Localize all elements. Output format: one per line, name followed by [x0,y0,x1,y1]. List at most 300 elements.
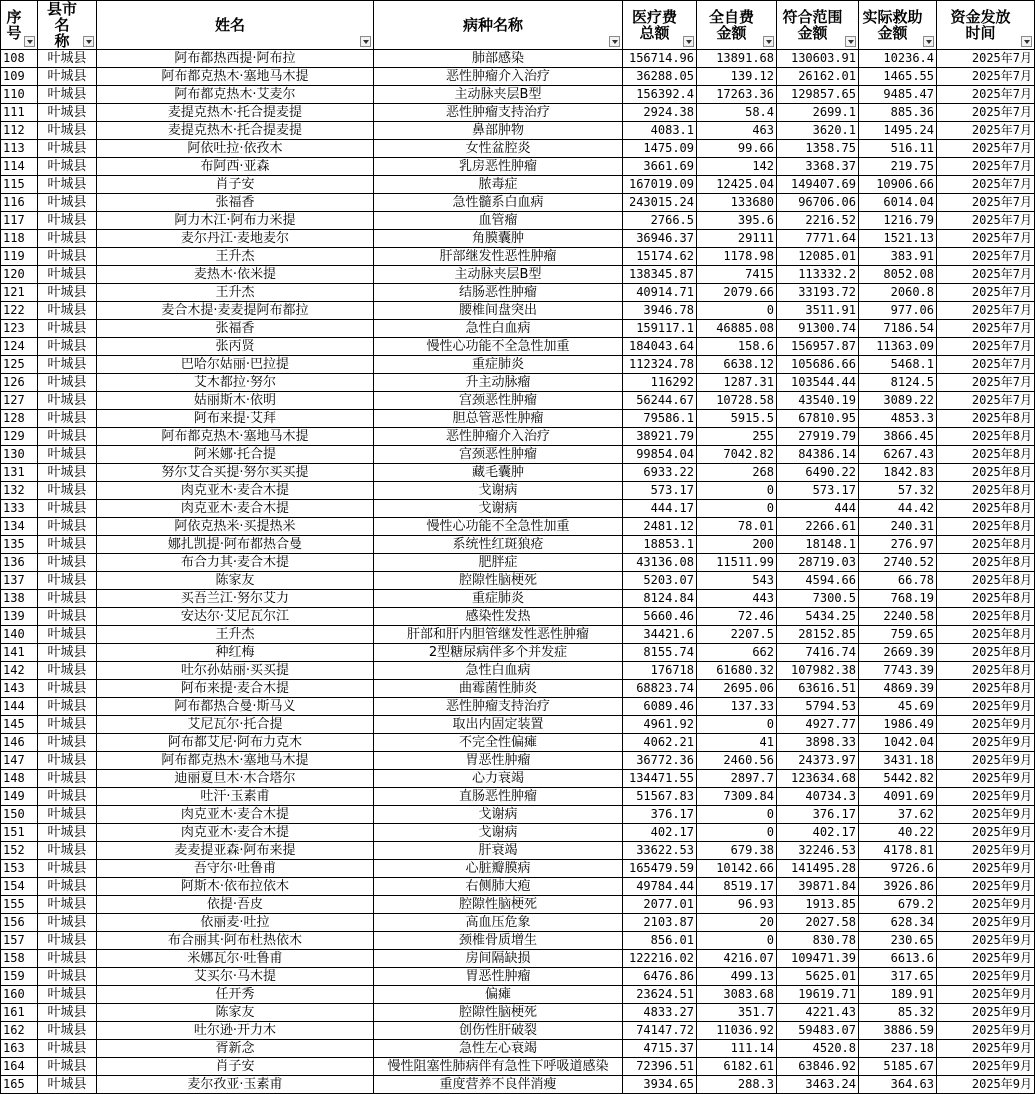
cell-eligible-amount[interactable]: 32246.53 [777,842,859,860]
cell-eligible-amount[interactable]: 444 [777,500,859,518]
cell-total-cost[interactable]: 122216.02 [623,950,697,968]
cell-seq[interactable]: 116 [1,194,38,212]
cell-name[interactable]: 努尔艾合买提·努尔买买提 [97,464,374,482]
cell-eligible-amount[interactable]: 123634.68 [777,770,859,788]
cell-seq[interactable]: 136 [1,554,38,572]
cell-county[interactable]: 叶城县 [38,338,97,356]
cell-relief-amount[interactable]: 3431.18 [859,752,937,770]
cell-total-cost[interactable]: 49784.44 [623,878,697,896]
cell-disease[interactable]: 急性左心衰竭 [374,1040,623,1058]
cell-total-cost[interactable]: 2103.87 [623,914,697,932]
cell-seq[interactable]: 111 [1,104,38,122]
cell-total-cost[interactable]: 51567.83 [623,788,697,806]
cell-relief-amount[interactable]: 3886.59 [859,1022,937,1040]
filter-dropdown-icon[interactable] [1021,36,1032,47]
cell-disease[interactable]: 戈谢病 [374,482,623,500]
cell-name[interactable]: 吾守尔·吐鲁甫 [97,860,374,878]
cell-county[interactable]: 叶城县 [38,1022,97,1040]
cell-disease[interactable]: 主动脉夹层B型 [374,86,623,104]
cell-total-cost[interactable]: 43136.08 [623,554,697,572]
cell-total-cost[interactable]: 6089.46 [623,698,697,716]
cell-disease[interactable]: 右侧肺大疱 [374,878,623,896]
cell-county[interactable]: 叶城县 [38,662,97,680]
cell-eligible-amount[interactable]: 33193.72 [777,284,859,302]
cell-name[interactable]: 张福香 [97,194,374,212]
cell-self-paid[interactable]: 11511.99 [697,554,777,572]
cell-payout-time[interactable]: 2025年7月 [937,392,1035,410]
cell-self-paid[interactable]: 6638.12 [697,356,777,374]
cell-eligible-amount[interactable]: 63616.51 [777,680,859,698]
cell-self-paid[interactable]: 499.13 [697,968,777,986]
cell-disease[interactable]: 2型糖尿病伴多个并发症 [374,644,623,662]
cell-self-paid[interactable]: 6182.61 [697,1058,777,1076]
cell-relief-amount[interactable]: 240.31 [859,518,937,536]
cell-self-paid[interactable]: 351.7 [697,1004,777,1022]
cell-county[interactable]: 叶城县 [38,104,97,122]
cell-name[interactable]: 吐汗·玉素甫 [97,788,374,806]
cell-payout-time[interactable]: 2025年9月 [937,788,1035,806]
cell-payout-time[interactable]: 2025年7月 [937,374,1035,392]
cell-relief-amount[interactable]: 516.11 [859,140,937,158]
cell-name[interactable]: 娜扎凯提·阿布都热合曼 [97,536,374,554]
cell-seq[interactable]: 139 [1,608,38,626]
cell-relief-amount[interactable]: 759.65 [859,626,937,644]
cell-payout-time[interactable]: 2025年7月 [937,356,1035,374]
cell-self-paid[interactable]: 41 [697,734,777,752]
cell-eligible-amount[interactable]: 4927.77 [777,716,859,734]
cell-eligible-amount[interactable]: 3463.24 [777,1076,859,1094]
cell-disease[interactable]: 系统性红斑狼疮 [374,536,623,554]
cell-payout-time[interactable]: 2025年8月 [937,626,1035,644]
cell-eligible-amount[interactable]: 1358.75 [777,140,859,158]
cell-self-paid[interactable]: 1287.31 [697,374,777,392]
cell-name[interactable]: 姑丽斯木·依明 [97,392,374,410]
cell-county[interactable]: 叶城县 [38,86,97,104]
cell-relief-amount[interactable]: 37.62 [859,806,937,824]
cell-name[interactable]: 肉克亚木·麦合木提 [97,824,374,842]
cell-disease[interactable]: 重症肺炎 [374,590,623,608]
cell-total-cost[interactable]: 3661.69 [623,158,697,176]
cell-self-paid[interactable]: 0 [697,302,777,320]
cell-disease[interactable]: 胃恶性肿瘤 [374,752,623,770]
cell-seq[interactable]: 155 [1,896,38,914]
cell-county[interactable]: 叶城县 [38,410,97,428]
cell-eligible-amount[interactable]: 129857.65 [777,86,859,104]
cell-seq[interactable]: 132 [1,482,38,500]
cell-eligible-amount[interactable]: 3368.37 [777,158,859,176]
cell-self-paid[interactable]: 5915.5 [697,410,777,428]
cell-relief-amount[interactable]: 5468.1 [859,356,937,374]
cell-relief-amount[interactable]: 6613.6 [859,950,937,968]
cell-payout-time[interactable]: 2025年7月 [937,266,1035,284]
cell-eligible-amount[interactable]: 2216.52 [777,212,859,230]
cell-total-cost[interactable]: 23624.51 [623,986,697,1004]
cell-county[interactable]: 叶城县 [38,140,97,158]
cell-payout-time[interactable]: 2025年7月 [937,122,1035,140]
cell-county[interactable]: 叶城县 [38,770,97,788]
cell-county[interactable]: 叶城县 [38,230,97,248]
cell-name[interactable]: 阿布来提·艾拜 [97,410,374,428]
cell-total-cost[interactable]: 2924.38 [623,104,697,122]
filter-dropdown-icon[interactable] [83,36,94,47]
cell-self-paid[interactable]: 11036.92 [697,1022,777,1040]
cell-name[interactable]: 麦提克热木·托合提麦提 [97,122,374,140]
cell-county[interactable]: 叶城县 [38,824,97,842]
cell-seq[interactable]: 147 [1,752,38,770]
cell-relief-amount[interactable]: 3089.22 [859,392,937,410]
cell-total-cost[interactable]: 33622.53 [623,842,697,860]
cell-relief-amount[interactable]: 45.69 [859,698,937,716]
cell-seq[interactable]: 151 [1,824,38,842]
cell-eligible-amount[interactable]: 5794.53 [777,698,859,716]
cell-eligible-amount[interactable]: 84386.14 [777,446,859,464]
cell-payout-time[interactable]: 2025年9月 [937,824,1035,842]
cell-name[interactable]: 阿布都热合曼·斯马义 [97,698,374,716]
cell-name[interactable]: 王升杰 [97,248,374,266]
cell-self-paid[interactable]: 2897.7 [697,770,777,788]
cell-eligible-amount[interactable]: 43540.19 [777,392,859,410]
cell-disease[interactable]: 角膜囊肿 [374,230,623,248]
cell-disease[interactable]: 心脏瓣膜病 [374,860,623,878]
cell-eligible-amount[interactable]: 5434.25 [777,608,859,626]
cell-county[interactable]: 叶城县 [38,626,97,644]
cell-disease[interactable]: 结肠恶性肿瘤 [374,284,623,302]
cell-county[interactable]: 叶城县 [38,680,97,698]
cell-name[interactable]: 麦合木提·麦麦提阿布都拉 [97,302,374,320]
cell-relief-amount[interactable]: 1465.55 [859,68,937,86]
cell-total-cost[interactable]: 159117.1 [623,320,697,338]
cell-name[interactable]: 阿布来提·麦合木提 [97,680,374,698]
cell-total-cost[interactable]: 5203.07 [623,572,697,590]
cell-eligible-amount[interactable]: 91300.74 [777,320,859,338]
cell-seq[interactable]: 149 [1,788,38,806]
cell-disease[interactable]: 恶性肿瘤支持治疗 [374,104,623,122]
cell-eligible-amount[interactable]: 12085.01 [777,248,859,266]
cell-seq[interactable]: 125 [1,356,38,374]
cell-name[interactable]: 陈家友 [97,1004,374,1022]
cell-eligible-amount[interactable]: 39871.84 [777,878,859,896]
cell-eligible-amount[interactable]: 105686.66 [777,356,859,374]
cell-self-paid[interactable]: 96.93 [697,896,777,914]
cell-self-paid[interactable]: 0 [697,482,777,500]
cell-disease[interactable]: 直肠恶性肿瘤 [374,788,623,806]
cell-payout-time[interactable]: 2025年7月 [937,158,1035,176]
cell-self-paid[interactable]: 2079.66 [697,284,777,302]
cell-seq[interactable]: 118 [1,230,38,248]
cell-name[interactable]: 阿斯木·依布拉依木 [97,878,374,896]
cell-seq[interactable]: 145 [1,716,38,734]
cell-seq[interactable]: 110 [1,86,38,104]
cell-seq[interactable]: 133 [1,500,38,518]
cell-total-cost[interactable]: 444.17 [623,500,697,518]
cell-disease[interactable]: 胃恶性肿瘤 [374,968,623,986]
cell-payout-time[interactable]: 2025年8月 [937,554,1035,572]
cell-name[interactable]: 迪丽夏旦木·木合塔尔 [97,770,374,788]
cell-eligible-amount[interactable]: 3620.1 [777,122,859,140]
cell-relief-amount[interactable]: 5442.82 [859,770,937,788]
cell-seq[interactable]: 163 [1,1040,38,1058]
cell-disease[interactable]: 腔隙性脑梗死 [374,896,623,914]
cell-disease[interactable]: 曲霉菌性肺炎 [374,680,623,698]
cell-name[interactable]: 麦提克热木·托合提麦提 [97,104,374,122]
cell-self-paid[interactable]: 2695.06 [697,680,777,698]
cell-disease[interactable]: 肥胖症 [374,554,623,572]
cell-self-paid[interactable]: 443 [697,590,777,608]
cell-seq[interactable]: 134 [1,518,38,536]
cell-seq[interactable]: 121 [1,284,38,302]
cell-disease[interactable]: 恶性肿瘤支持治疗 [374,698,623,716]
cell-eligible-amount[interactable]: 3898.33 [777,734,859,752]
cell-self-paid[interactable]: 142 [697,158,777,176]
cell-disease[interactable]: 宫颈恶性肿瘤 [374,392,623,410]
cell-self-paid[interactable]: 7309.84 [697,788,777,806]
cell-total-cost[interactable]: 112324.78 [623,356,697,374]
cell-self-paid[interactable]: 543 [697,572,777,590]
cell-self-paid[interactable]: 139.12 [697,68,777,86]
cell-payout-time[interactable]: 2025年7月 [937,194,1035,212]
cell-self-paid[interactable]: 12425.04 [697,176,777,194]
cell-disease[interactable]: 女性盆腔炎 [374,140,623,158]
cell-name[interactable]: 买吾兰江·努尔艾力 [97,590,374,608]
cell-eligible-amount[interactable]: 573.17 [777,482,859,500]
cell-seq[interactable]: 152 [1,842,38,860]
cell-seq[interactable]: 113 [1,140,38,158]
cell-county[interactable]: 叶城县 [38,122,97,140]
cell-name[interactable]: 艾买尔·马木提 [97,968,374,986]
filter-dropdown-icon[interactable] [609,36,620,47]
cell-seq[interactable]: 142 [1,662,38,680]
cell-name[interactable]: 阿米娜·托合提 [97,446,374,464]
cell-self-paid[interactable]: 4216.07 [697,950,777,968]
cell-payout-time[interactable]: 2025年7月 [937,338,1035,356]
cell-name[interactable]: 肉克亚木·麦合木提 [97,482,374,500]
cell-seq[interactable]: 140 [1,626,38,644]
cell-seq[interactable]: 157 [1,932,38,950]
cell-self-paid[interactable]: 20 [697,914,777,932]
cell-eligible-amount[interactable]: 130603.91 [777,50,859,68]
cell-eligible-amount[interactable]: 156957.87 [777,338,859,356]
cell-name[interactable]: 吐尔逊·开力木 [97,1022,374,1040]
cell-disease[interactable]: 戈谢病 [374,500,623,518]
cell-disease[interactable]: 肝部和肝内胆管继发性恶性肿瘤 [374,626,623,644]
cell-total-cost[interactable]: 138345.87 [623,266,697,284]
cell-county[interactable]: 叶城县 [38,950,97,968]
cell-name[interactable]: 阿布都克热木·艾麦尔 [97,86,374,104]
cell-relief-amount[interactable]: 317.65 [859,968,937,986]
cell-total-cost[interactable]: 156714.96 [623,50,697,68]
cell-self-paid[interactable]: 0 [697,500,777,518]
cell-relief-amount[interactable]: 7743.39 [859,662,937,680]
cell-disease[interactable]: 升主动脉瘤 [374,374,623,392]
cell-eligible-amount[interactable]: 67810.95 [777,410,859,428]
cell-seq[interactable]: 159 [1,968,38,986]
cell-name[interactable]: 阿布都克热木·塞地马木提 [97,68,374,86]
cell-total-cost[interactable]: 3934.65 [623,1076,697,1094]
cell-total-cost[interactable]: 36946.37 [623,230,697,248]
cell-disease[interactable]: 胆总管恶性肿瘤 [374,410,623,428]
cell-relief-amount[interactable]: 2669.39 [859,644,937,662]
cell-name[interactable]: 张福香 [97,320,374,338]
cell-payout-time[interactable]: 2025年8月 [937,446,1035,464]
cell-disease[interactable]: 肺部感染 [374,50,623,68]
cell-disease[interactable]: 急性髓系白血病 [374,194,623,212]
cell-relief-amount[interactable]: 4091.69 [859,788,937,806]
cell-disease[interactable]: 慢性心功能不全急性加重 [374,338,623,356]
cell-county[interactable]: 叶城县 [38,302,97,320]
cell-payout-time[interactable]: 2025年9月 [937,932,1035,950]
cell-payout-time[interactable]: 2025年7月 [937,176,1035,194]
cell-self-paid[interactable]: 0 [697,716,777,734]
cell-payout-time[interactable]: 2025年7月 [937,248,1035,266]
cell-payout-time[interactable]: 2025年8月 [937,482,1035,500]
cell-disease[interactable]: 鼻部肿物 [374,122,623,140]
cell-seq[interactable]: 122 [1,302,38,320]
cell-county[interactable]: 叶城县 [38,500,97,518]
cell-name[interactable]: 胥新念 [97,1040,374,1058]
cell-relief-amount[interactable]: 364.63 [859,1076,937,1094]
cell-disease[interactable]: 恶性肿瘤介入治疗 [374,68,623,86]
cell-payout-time[interactable]: 2025年9月 [937,860,1035,878]
cell-payout-time[interactable]: 2025年7月 [937,230,1035,248]
cell-seq[interactable]: 114 [1,158,38,176]
filter-dropdown-icon[interactable] [360,36,371,47]
cell-county[interactable]: 叶城县 [38,284,97,302]
cell-eligible-amount[interactable]: 149407.69 [777,176,859,194]
cell-payout-time[interactable]: 2025年7月 [937,68,1035,86]
cell-relief-amount[interactable]: 977.06 [859,302,937,320]
cell-relief-amount[interactable]: 8052.08 [859,266,937,284]
cell-payout-time[interactable]: 2025年8月 [937,464,1035,482]
cell-seq[interactable]: 138 [1,590,38,608]
cell-payout-time[interactable]: 2025年7月 [937,86,1035,104]
cell-eligible-amount[interactable]: 1913.85 [777,896,859,914]
cell-eligible-amount[interactable]: 3511.91 [777,302,859,320]
cell-name[interactable]: 阿依吐拉·依孜木 [97,140,374,158]
cell-total-cost[interactable]: 376.17 [623,806,697,824]
cell-relief-amount[interactable]: 383.91 [859,248,937,266]
cell-county[interactable]: 叶城县 [38,536,97,554]
cell-payout-time[interactable]: 2025年8月 [937,590,1035,608]
cell-self-paid[interactable]: 288.3 [697,1076,777,1094]
cell-county[interactable]: 叶城县 [38,860,97,878]
cell-county[interactable]: 叶城县 [38,554,97,572]
cell-relief-amount[interactable]: 219.75 [859,158,937,176]
cell-seq[interactable]: 150 [1,806,38,824]
cell-payout-time[interactable]: 2025年9月 [937,1004,1035,1022]
cell-name[interactable]: 麦麦提亚森·阿布来提 [97,842,374,860]
cell-name[interactable]: 麦尔丹江·麦地麦尔 [97,230,374,248]
cell-total-cost[interactable]: 68823.74 [623,680,697,698]
cell-county[interactable]: 叶城县 [38,266,97,284]
cell-relief-amount[interactable]: 3926.86 [859,878,937,896]
cell-seq[interactable]: 161 [1,1004,38,1022]
cell-relief-amount[interactable]: 679.2 [859,896,937,914]
cell-total-cost[interactable]: 6933.22 [623,464,697,482]
cell-county[interactable]: 叶城县 [38,482,97,500]
cell-county[interactable]: 叶城县 [38,914,97,932]
cell-relief-amount[interactable]: 4869.39 [859,680,937,698]
cell-seq[interactable]: 144 [1,698,38,716]
cell-relief-amount[interactable]: 1521.13 [859,230,937,248]
cell-seq[interactable]: 123 [1,320,38,338]
cell-seq[interactable]: 127 [1,392,38,410]
cell-eligible-amount[interactable]: 4520.8 [777,1040,859,1058]
cell-disease[interactable]: 重症肺炎 [374,356,623,374]
cell-disease[interactable]: 腰椎间盘突出 [374,302,623,320]
cell-county[interactable]: 叶城县 [38,68,97,86]
cell-county[interactable]: 叶城县 [38,428,97,446]
cell-relief-amount[interactable]: 11363.09 [859,338,937,356]
cell-relief-amount[interactable]: 2740.52 [859,554,937,572]
cell-county[interactable]: 叶城县 [38,734,97,752]
cell-total-cost[interactable]: 3946.78 [623,302,697,320]
cell-self-paid[interactable]: 200 [697,536,777,554]
filter-dropdown-icon[interactable] [845,36,856,47]
cell-disease[interactable]: 主动脉夹层B型 [374,266,623,284]
cell-relief-amount[interactable]: 885.36 [859,104,937,122]
cell-county[interactable]: 叶城县 [38,842,97,860]
cell-county[interactable]: 叶城县 [38,356,97,374]
cell-self-paid[interactable]: 78.01 [697,518,777,536]
cell-total-cost[interactable]: 1475.09 [623,140,697,158]
cell-seq[interactable]: 162 [1,1022,38,1040]
cell-total-cost[interactable]: 2766.5 [623,212,697,230]
cell-seq[interactable]: 164 [1,1058,38,1076]
cell-seq[interactable]: 160 [1,986,38,1004]
cell-county[interactable]: 叶城县 [38,1058,97,1076]
cell-county[interactable]: 叶城县 [38,1004,97,1022]
cell-name[interactable]: 阿布都热西提·阿布拉 [97,50,374,68]
cell-relief-amount[interactable]: 9485.47 [859,86,937,104]
cell-eligible-amount[interactable]: 107982.38 [777,662,859,680]
cell-total-cost[interactable]: 4062.21 [623,734,697,752]
cell-disease[interactable]: 戈谢病 [374,824,623,842]
cell-disease[interactable]: 偏瘫 [374,986,623,1004]
cell-name[interactable]: 肖子安 [97,1058,374,1076]
cell-seq[interactable]: 148 [1,770,38,788]
filter-dropdown-icon[interactable] [923,36,934,47]
cell-total-cost[interactable]: 34421.6 [623,626,697,644]
cell-eligible-amount[interactable]: 96706.06 [777,194,859,212]
cell-self-paid[interactable]: 29111 [697,230,777,248]
cell-eligible-amount[interactable]: 59483.07 [777,1022,859,1040]
cell-name[interactable]: 王升杰 [97,284,374,302]
cell-seq[interactable]: 126 [1,374,38,392]
cell-disease[interactable]: 血管瘤 [374,212,623,230]
cell-county[interactable]: 叶城县 [38,1040,97,1058]
cell-payout-time[interactable]: 2025年9月 [937,752,1035,770]
cell-self-paid[interactable]: 10142.66 [697,860,777,878]
cell-relief-amount[interactable]: 1986.49 [859,716,937,734]
cell-county[interactable]: 叶城县 [38,698,97,716]
cell-relief-amount[interactable]: 57.32 [859,482,937,500]
cell-payout-time[interactable]: 2025年9月 [937,950,1035,968]
cell-county[interactable]: 叶城县 [38,590,97,608]
cell-eligible-amount[interactable]: 28152.85 [777,626,859,644]
filter-dropdown-icon[interactable] [683,36,694,47]
cell-eligible-amount[interactable]: 63846.92 [777,1058,859,1076]
cell-name[interactable]: 艾木都拉·努尔 [97,374,374,392]
cell-county[interactable]: 叶城县 [38,212,97,230]
cell-disease[interactable]: 取出内固定装置 [374,716,623,734]
cell-eligible-amount[interactable]: 2027.58 [777,914,859,932]
cell-relief-amount[interactable]: 276.97 [859,536,937,554]
cell-payout-time[interactable]: 2025年9月 [937,716,1035,734]
cell-payout-time[interactable]: 2025年9月 [937,986,1035,1004]
cell-self-paid[interactable]: 679.38 [697,842,777,860]
cell-total-cost[interactable]: 402.17 [623,824,697,842]
cell-relief-amount[interactable]: 230.65 [859,932,937,950]
